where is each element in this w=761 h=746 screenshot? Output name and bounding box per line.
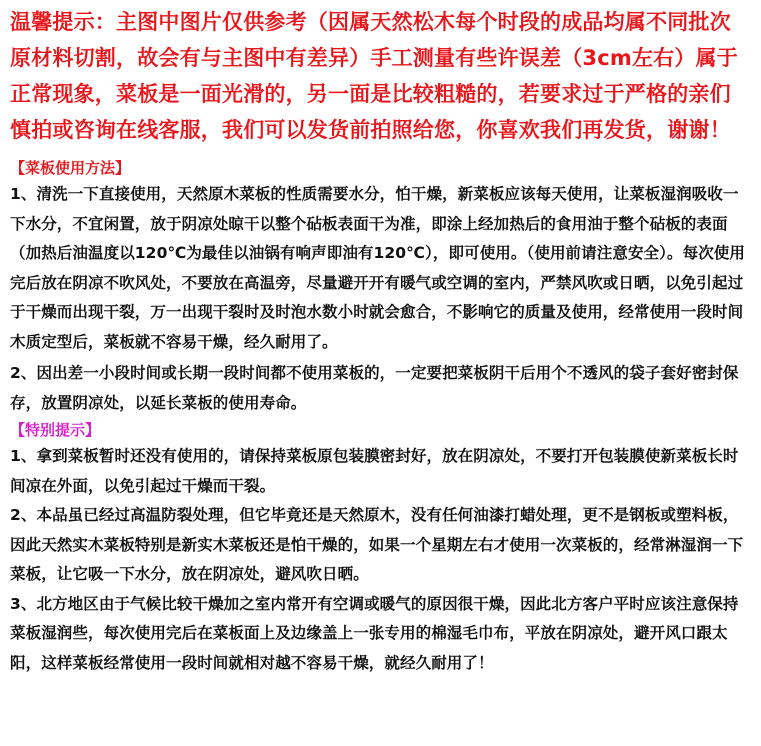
warm-reminder-notice: 温馨提示：主图中图片仅供参考（因属天然松木每个时段的成品均属不同批次原材料切割，故会有与主图中有差异）手工测量有些许误差（3cm左右）属于正常现象，菜板是一面光滑的，另一面是比较粗糙的，若要求过于严格的亲们慎拍或咨询在线客服，我们可以发货前拍照给您，你喜欢我们再发货，谢谢！	[10, 10, 738, 142]
usage-heading: 【菜板使用方法】	[10, 159, 131, 177]
usage-paragraph-1: 1、清洗一下直接使用，天然原木菜板的性质需要水分，怕干燥，新菜板应该每天使用，让菜板湿润吸收一下水分，不宜闲置，放于阴凉处晾干以整个砧板表面干为准，即涂上经加热后的食用油于整个砧板的表面（加热后油温度以120℃为最佳以油锅有响声即油有120℃），即可使用。（使用前请注意安全）。每次使用完后放在阴凉不吹风处，不要放在高温旁，尽量避开开有暖气或空调的室内，严禁风吹或日晒，以免引起过于干燥而出现干裂，万一出现干裂时及时泡水数小时就会愈合，不影响它的质量及使用，经常使用一段时间木质定型后，菜板就不容易干燥，经久耐用了。	[10, 185, 746, 351]
usage-paragraph-2: 2、因出差一小段时间或长期一段时间都不使用菜板的，一定要把菜板阴干后用个不透风的袋子套好密封保存，放置阴凉处，以延长菜板的使用寿命。	[10, 364, 739, 412]
special-paragraph-1: 1、拿到菜板暂时还没有使用的，请保持菜板原包装膜密封好，放在阴凉处，不要打开包装膜使新菜板长时间凉在外面，以免引起过干燥而干裂。	[10, 447, 739, 495]
special-paragraph-2: 2、本品虽已经过高温防裂处理，但它毕竟还是天然原木，没有任何油漆打蜡处理，更不是钢板或塑料板，因此天然实木菜板特别是新实木菜板还是怕干燥的，如果一个星期左右才使用一次菜板的，经常淋湿润一下菜板，让它吸一下水分，放在阴凉处，避风吹日晒。	[10, 506, 744, 583]
special-paragraph-3: 3、北方地区由于气候比较干燥加之室内常开有空调或暖气的原因很干燥，因此北方客户平时应该注意保持菜板湿润些，每次使用完后在菜板面上及边缘盖上一张专用的棉湿毛巾布，平放在阴凉处，避开风口跟太阳，这样菜板经常使用一段时间就相对越不容易干燥，就经久耐用了！	[10, 594, 739, 672]
special-heading: 【特别提示】	[10, 421, 101, 439]
